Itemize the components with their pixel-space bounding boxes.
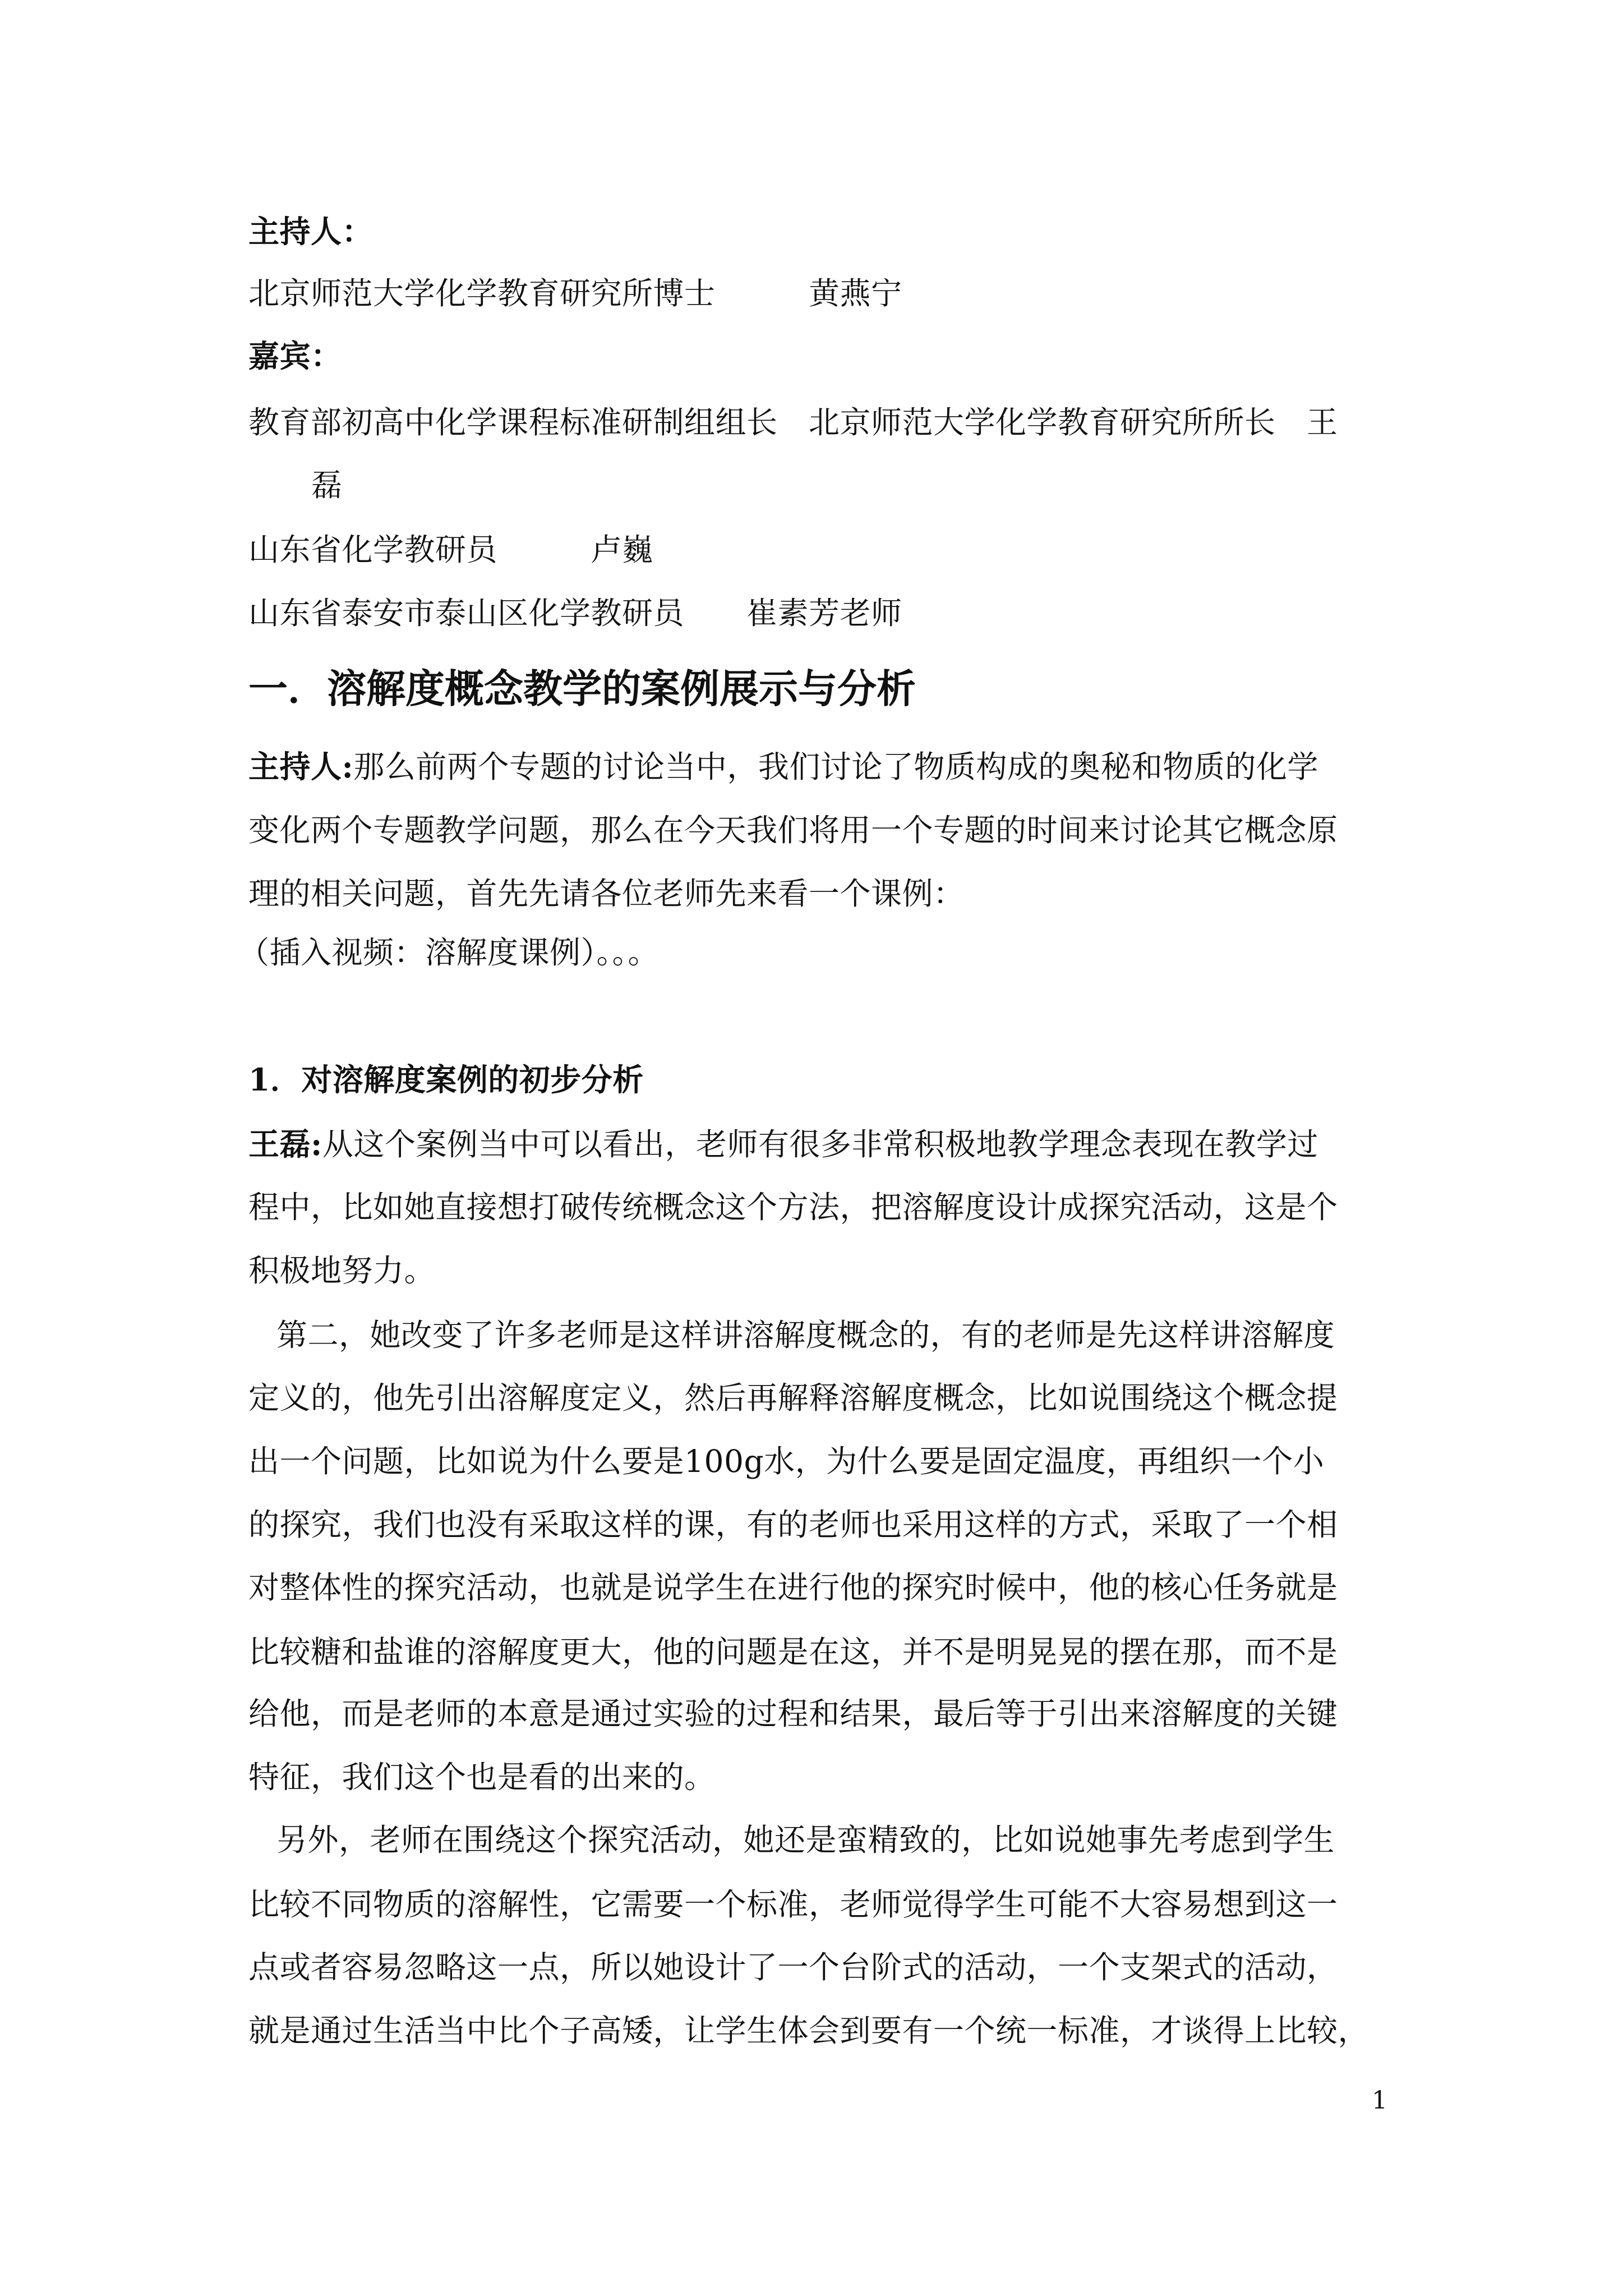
- wang-paragraph-line: 比较糖和盐谁的溶解度更大，他的问题是在这，并不是明晃晃的摆在那，而不是: [248, 1634, 1338, 1670]
- wang-paragraph-line: [248, 1125, 1318, 1164]
- wang-paragraph-line: 定义的，他先引出溶解度定义，然后再解释溶解度概念，比如说围绕这个概念提: [248, 1380, 1338, 1416]
- wang-paragraph-line: 对整体性的探究活动，也就是说学生在进行他的探究时候中，他的核心任务就是: [248, 1570, 1338, 1605]
- subheading: 1．对溶解度案例的初步分析: [248, 1061, 644, 1098]
- host-paragraph-line: [248, 747, 1318, 786]
- guest-3: 山东省泰安市泰山区化学教研员 崔素芳老师: [248, 595, 902, 631]
- wang-paragraph-line: 第二，她改变了许多老师是这样讲溶解度概念的，有的老师是先这样讲溶解度: [276, 1317, 1335, 1353]
- wang-paragraph-line: 另外，老师在围绕这个探究活动，她还是蛮精致的，比如说她事先考虑到学生: [276, 1822, 1335, 1858]
- host-line: 北京师范大学化学教育研究所博士 黄燕宁: [248, 275, 902, 311]
- wang-paragraph-line: 程中，比如她直接想打破传统概念这个方法，把溶解度设计成探究活动，这是个: [248, 1189, 1338, 1225]
- guests-label: 嘉宾：: [248, 338, 342, 374]
- wang-paragraph-line: 就是通过生活当中比个子高矮，让学生体会到要有一个统一标准，才谈得上比较，: [248, 2013, 1370, 2049]
- wang-paragraph-line: 积极地努力。: [248, 1253, 436, 1289]
- guest-1-line-b: 磊: [311, 467, 343, 503]
- insert-video-note: （插入视频：溶解度课例）。。。: [238, 935, 660, 970]
- wang-text: 从这个案例当中可以看出，老师有很多非常积极地教学理念表现在教学过: [322, 1126, 1318, 1162]
- host-text: 那么前两个专题的讨论当中，我们讨论了物质构成的奥秘和物质的化学: [353, 749, 1318, 785]
- wang-paragraph-line: 出一个问题，比如说为什么要是100g水，为什么要是固定温度，再组织一个小: [248, 1443, 1325, 1479]
- guest-1-line-a: 教育部初高中化学课程标准研制组组长 北京师范大学化学教育研究所所长 王: [248, 404, 1338, 440]
- page-number: 1: [1372, 2086, 1387, 2115]
- guest-2: 山东省化学教研员 卢巍: [248, 532, 653, 568]
- host-paragraph-line: 理的相关问题，首先先请各位老师先来看一个课例：: [248, 876, 965, 912]
- wang-paragraph-line: 的探究，我们也没有采取这样的课，有的老师也采用这样的方式，采取了一个相: [248, 1507, 1338, 1543]
- section-heading: 一．溶解度概念教学的案例展示与分析: [248, 665, 916, 712]
- wang-paragraph-line: 特征，我们这个也是看的出来的。: [248, 1759, 716, 1795]
- wang-paragraph-line: 给他，而是老师的本意是通过实验的过程和结果，最后等于引出来溶解度的关键: [248, 1696, 1338, 1732]
- wang-paragraph-line: 比较不同物质的溶解性，它需要一个标准，老师觉得学生可能不大容易想到这一: [248, 1887, 1338, 1922]
- host-paragraph-line: 变化两个专题教学问题，那么在今天我们将用一个专题的时间来讨论其它概念原: [248, 812, 1338, 848]
- host-label: 主持人：: [248, 213, 374, 250]
- wang-paragraph-line: 点或者容易忽略这一点，所以她设计了一个台阶式的活动，一个支架式的活动，: [248, 1949, 1338, 1985]
- host-speaker: 主持人:: [248, 748, 354, 785]
- wang-speaker: 王磊:: [248, 1126, 322, 1162]
